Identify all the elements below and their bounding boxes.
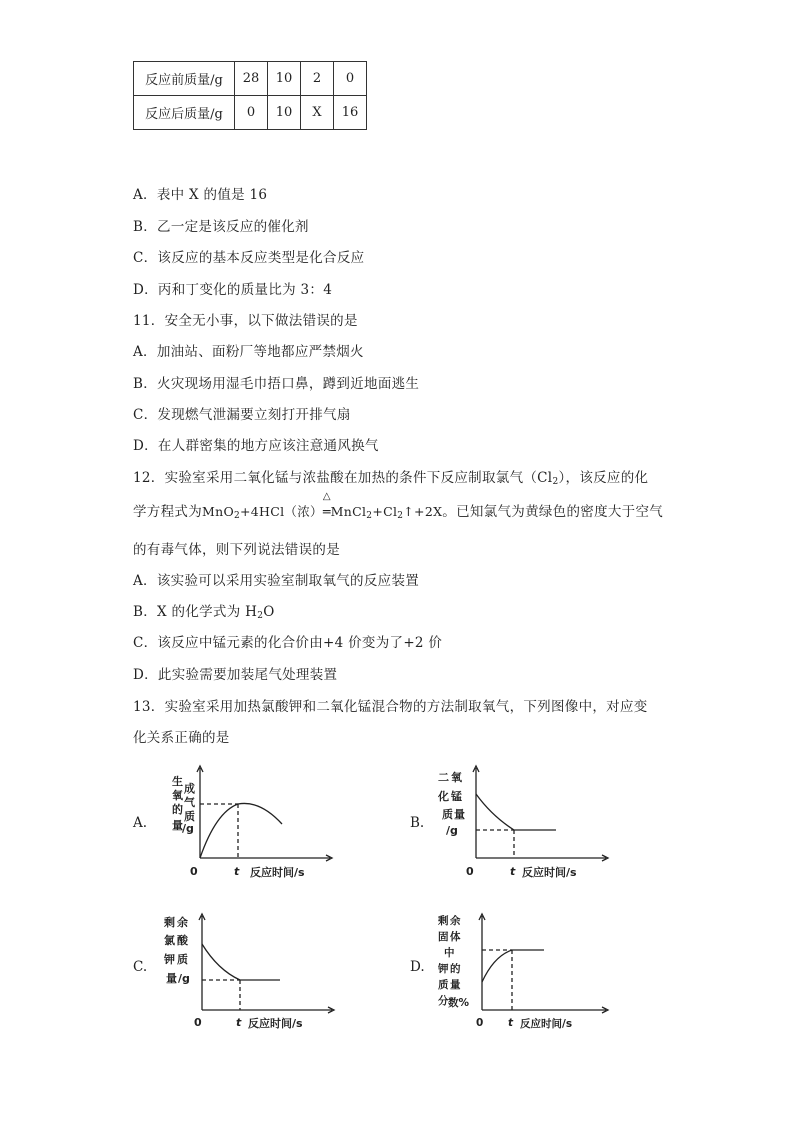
y-label-char: 气 [184,796,195,809]
graph-d [434,906,614,1034]
y-label-char: 生 [172,775,183,788]
y-label-char: 分 [438,995,449,1007]
origin-label: 0 [466,865,474,878]
cell: 10 [268,62,301,96]
t-label: t [234,865,240,878]
y-label-char: /g [446,824,458,837]
cell: 28 [235,62,268,96]
y-label-char: 氧 [451,771,462,784]
x-axis-label: 反应时间/s [248,1017,303,1030]
q10-option-d: D．丙和丁变化的质量比为 3：4 [133,282,333,298]
q12-stem-line3: 的有毒气体，则下列说法错误的是 [133,542,340,558]
q11-option-b: B．火灾现场用湿毛巾捂口鼻，蹲到近地面逃生 [133,376,420,392]
q12-stem-line1: 12．实验室采用二氧化锰与浓盐酸在加热的条件下反应制取氯气$(Cl_2)$，该反应的化 [133,470,649,487]
y-label-char: 成 [184,782,195,795]
y-label-char: 质 [184,810,195,823]
graph-a [160,762,340,884]
y-label-char: 质 [438,979,449,991]
q10-option-a: A．表中 X 的值是 16 [133,187,268,203]
q10-option-b: B．乙一定是该反应的催化剂 [133,219,309,235]
curve [476,794,556,830]
y-label-char: 的 [450,963,461,975]
graph-a-letter: A. [133,815,148,831]
y-label-char: 化 [438,790,449,803]
cell: 2 [301,62,334,96]
y-label-char: 质 [442,808,453,821]
y-label-char: 量 [172,819,183,832]
y-label-char: 二 [438,771,449,784]
cell: 0 [334,62,367,96]
y-label-char: 余 [177,916,188,929]
row-label: 反应后质量/g [134,96,235,130]
x-axis-label: 反应时间/s [250,866,305,879]
y-label-char: 剩 [164,916,175,929]
graph-d-letter: D. [410,959,425,975]
q11-stem: 11．安全无小事，以下做法错误的是 [133,313,358,329]
y-label-char: 酸 [177,934,188,947]
q11-option-d: D．在人群密集的地方应该注意通风换气 [133,438,379,454]
y-label-char: 质 [177,953,188,966]
q11-option-a: A．加油站、面粉厂等地都应严禁烟火 [133,344,364,360]
y-label-char: 量 [454,808,465,821]
graph-c [160,906,340,1034]
q12-option-b: B．X 的化学式为 $H_2O$ [133,604,275,621]
graph-b [434,762,614,884]
x-axis-label: 反应时间/s [522,866,577,879]
mass-table [133,61,367,130]
q12-option-d: D．此实验需要加装尾气处理装置 [133,667,338,683]
x-axis-label: 反应时间/s [520,1018,573,1030]
q13-stem-line2: 化关系正确的是 [133,730,230,746]
q12-option-a: A．该实验可以采用实验室制取氧气的反应装置 [133,573,420,589]
y-label-char: 数% [448,997,470,1009]
cell: 16 [334,96,367,130]
graph-b-letter: B. [410,815,425,831]
q12-stem-line2: 学方程式为MnO$_2$+4HCl（浓） △ $═MnCl_2+Cl_2↑+2X$。已知氯气为黄绿色的密度大于空气 [133,491,664,521]
origin-label: 0 [476,1017,484,1029]
y-label-char: 量 [166,972,177,985]
y-label-char: 量 [450,979,461,991]
y-label-char: 钾 [438,963,449,975]
y-label-char: 钾 [164,953,175,966]
cell: X [301,96,334,130]
y-label-char: 固 [438,931,449,943]
origin-label: 0 [190,865,198,878]
origin-label: 0 [194,1016,202,1029]
y-label-char: 余 [450,915,461,927]
q11-option-c: C．发现燃气泄漏要立刻打开排气扇 [133,407,351,423]
q13-stem-line1: 13．实验室采用加热氯酸钾和二氧化锰混合物的方法制取氧气，下列图像中，对应变 [133,699,648,715]
curve [200,803,282,858]
row-label: 反应前质量/g [134,62,235,96]
y-label-char: /g [182,822,194,835]
y-label-char: 中 [444,947,455,959]
curve [482,950,544,982]
q12-option-c: C．该反应中锰元素的化合价由+4 价变为了+2 价 [133,635,443,651]
y-label-char: 锰 [451,790,462,803]
table-row [134,62,367,96]
y-label-char: 氯 [164,934,175,947]
y-label-char: /g [178,972,190,985]
t-label: t [236,1016,242,1029]
graph-c-letter: C. [133,959,148,975]
table-row [134,96,367,130]
t-label: t [508,1017,514,1029]
cell: 0 [235,96,268,130]
t-label: t [510,865,516,878]
curve [202,944,280,980]
q10-option-c: C．该反应的基本反应类型是化合反应 [133,250,365,266]
y-label-char: 的 [172,803,183,816]
chemical-equation: MnO$_2$+4HCl（浓） △ $═MnCl_2+Cl_2↑+2X$ [202,491,443,521]
y-label-char: 氧 [172,789,183,802]
y-label-char: 剩 [438,915,449,927]
cell: 10 [268,96,301,130]
y-label-char: 体 [450,931,461,943]
